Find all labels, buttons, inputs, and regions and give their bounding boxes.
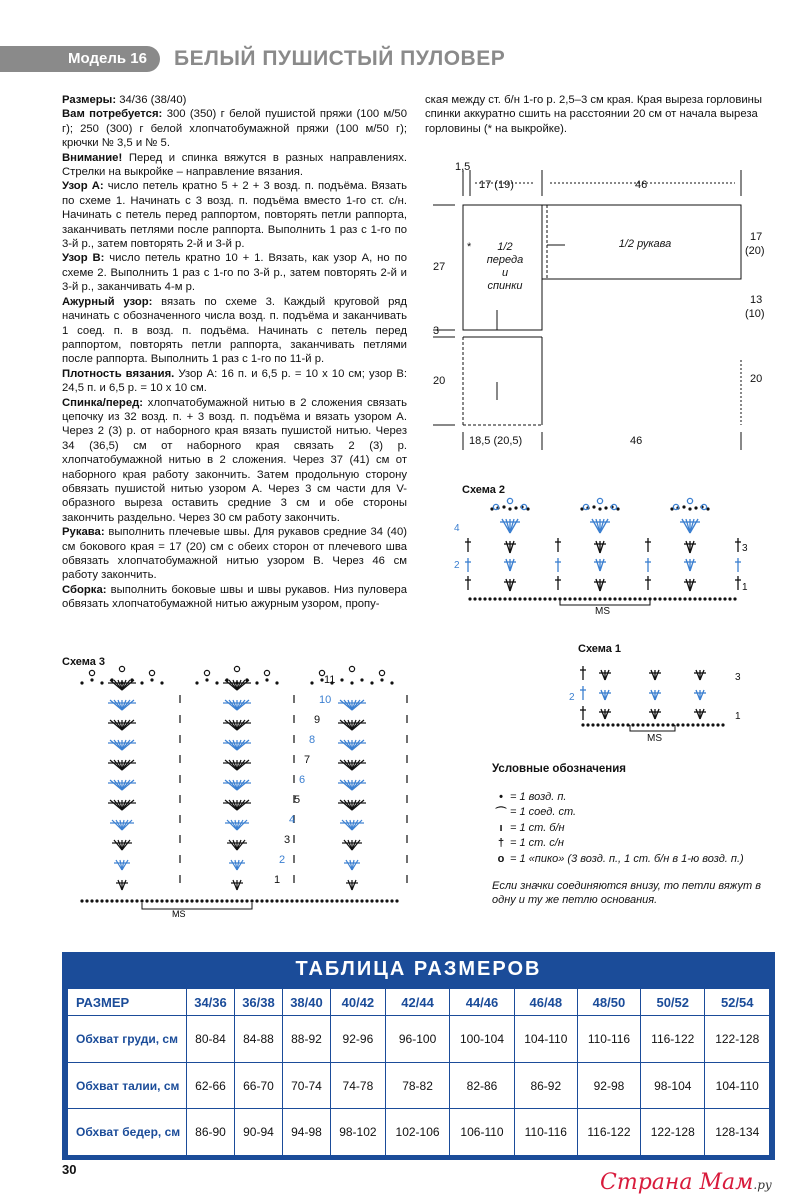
dim-top-w2: 46 [635,179,648,191]
svg-text:3: 3 [735,672,741,683]
size-cell: 74-78 [330,1062,385,1109]
svg-text:переда: переда [486,254,524,266]
assembly-paragraph: Сборка: выполнить боковые швы и швы рукавов. Низ пуловера обвязать хлопчатобумажной нитью ажурным узором, пропу- [62,583,407,611]
size-table-title: ТАБЛИЦА РАЗМЕРОВ [295,958,542,980]
svg-text:13: 13 [750,294,763,306]
size-cell: 80-84 [187,1016,235,1063]
size-cell: 92-96 [330,1016,385,1063]
svg-text:17: 17 [750,231,763,243]
size-cell: 86-92 [514,1062,577,1109]
legend [492,763,782,907]
schema3-title: Схема 3 [62,656,106,668]
size-cell: 116-122 [577,1109,640,1156]
size-column-header: 36/38 [234,989,282,1016]
legend-item: o = 1 «пико» (3 возд. п., 1 ст. б/н в 1-ю возд. п.) [497,852,744,865]
needs-paragraph: Вам потребуется: 300 (350) г белой пушистой пряжи (100 м/50 г); 250 (300) г белой хлопчатобумажной пряжи (100 м/50 г); крючки № 3,5 и № 5. [62,108,407,150]
page-number: 30 [62,1162,77,1177]
size-cell: 104-110 [514,1016,577,1063]
size-cell: 78-82 [385,1062,449,1109]
schema3-chart [62,665,482,925]
size-cell: 122-128 [705,1016,770,1063]
svg-text:3: 3 [742,543,748,554]
size-grid [67,988,770,1156]
size-cell: 102-106 [385,1109,449,1156]
model-label: Модель 16 [60,46,160,72]
svg-text:спинки: спинки [487,280,523,292]
size-cell: 110-116 [514,1109,577,1156]
sizes-paragraph: Размеры: 34/36 (38/40) [62,94,187,106]
svg-text:и: и [501,267,509,279]
size-column-header: 44/46 [450,989,514,1016]
svg-text:4: 4 [454,523,460,534]
svg-text:2: 2 [569,692,575,703]
svg-text:18,5 (20,5): 18,5 (20,5) [469,435,523,447]
size-column-header: 34/36 [187,989,235,1016]
legend-item: ⌒ = 1 соед. ст. [495,806,577,820]
pattern-a-paragraph: Узор А: число петель кратно 5 + 2 + 3 возд. п. подъёма. Вязать по схеме 1. Начинать с 3 возд. п. подъёма вместо 1-го ст. с/н. Начинать с петель перед раппортом, повторять петли раппорта, заканчивать петлями после раппорта. Выполнить 1 раз с 1-го по 3-й р., затем повторять 2-й и 3-й р. [62,180,407,251]
continued-text: ская между ст. б/н 1-го р. 2,5–3 см края. Края выреза горловины спинки аккуратно сшить на расстоянии 20 см от начала выреза горловины (* на выкройке). [425,94,762,135]
dim-top-w1: 17 (19) [479,179,514,191]
svg-text:MS: MS [595,606,610,617]
svg-text:2: 2 [454,560,460,571]
size-row-label: Обхват талии, см [68,1062,187,1109]
dim-left-h1: 27 [433,261,446,273]
size-column-header: 42/44 [385,989,449,1016]
size-column-header: 40/42 [330,989,385,1016]
schema3-row-number: 1 [274,874,281,886]
svg-text:1: 1 [735,711,741,722]
svg-text:1: 1 [742,582,748,593]
size-cell: 82-86 [450,1062,514,1109]
size-cell: 94-98 [282,1109,330,1156]
size-cell: 66-70 [234,1062,282,1109]
schema2-title: Схема 2 [462,484,506,496]
back-front-paragraph: Спинка/перед: хлопчатобумажной нитью в 2 сложения связать цепочку из 32 возд. п. + 3 возд. п. подъёма и вязать узором А. Через 2 (3) р. от наборного края вязать пушистой нитью. Через 34 (36,5) см от наборного края связать 2 (3) р. хлопчатобумажной нитью в 2 сложения. Через 37 (41) см от наборного края работу закончить. Затем продольную сторону обвязать пушистой нитью узором А. Через 3 см части для V-образного выреза оставить средние 3 см и обе стороны закончить раздельно. Через 30 см работу закончить. [62,396,407,524]
size-cell: 98-102 [330,1109,385,1156]
size-cell: 84-88 [234,1016,282,1063]
svg-text:(10): (10) [745,308,765,320]
page-title: БЕЛЫЙ ПУШИСТЫЙ ПУЛОВЕР [174,47,506,70]
svg-text:46: 46 [630,435,643,447]
size-column-header: 46/48 [514,989,577,1016]
size-column-header: 38/40 [282,989,330,1016]
size-row-label: Обхват бедер, см [68,1109,187,1156]
size-row-label: Обхват груди, см [68,1016,187,1063]
neck-star: * [467,241,472,253]
watermark: Страна Мам.ру [600,1170,772,1195]
size-cell: 100-104 [450,1016,514,1063]
svg-text:MS: MS [172,909,186,919]
size-cell: 122-128 [641,1109,705,1156]
lace-paragraph: Ажурный узор: вязать по схеме 3. Каждый круговой ряд начинать с обозначенного числа возд. п. подъёма и заканчивать 1 соед. п. в возд. п. подъёма. Начинать с петель перед раппортом, повторять петли раппорта, заканчивать петлями после раппорта. Выполнить 1 раз с 1-го по 11-й р. [62,295,407,366]
size-header-label: РАЗМЕР [68,989,187,1016]
schema3-row-number: 8 [309,734,316,746]
schema3-row-number: 5 [294,794,301,806]
schema1-title: Схема 1 [578,643,622,655]
attention-paragraph: Внимание! Перед и спинка вяжутся в разных направлениях. Стрелки на выкройке – направление вязания. [62,151,407,179]
size-column-header: 52/54 [705,989,770,1016]
size-cell: 98-104 [641,1062,705,1109]
size-table [62,952,775,1160]
legend-item: ı = 1 ст. б/н [499,821,565,834]
pattern-b-paragraph: Узор В: число петель кратно 10 + 1. Вязать, как узор А, но по схеме 2. Выполнить 1 раз с 1-го по 3-й р., затем повторять 2-й и 3-й р., заканчивать 4-м р. [62,252,407,294]
dim-top-left: 1,5 [455,161,471,173]
size-cell: 128-134 [705,1109,770,1156]
legend-item: • = 1 возд. п. [499,790,567,803]
schema3-row-number: 7 [304,754,311,766]
svg-text:1/2: 1/2 [497,241,513,253]
size-cell: 86-90 [187,1109,235,1156]
schema1-chart [565,655,755,745]
legend-note: Если значки соединяются внизу, то петли вяжут в одну и ту же петлю основания. [492,879,761,906]
instructions-column [62,93,407,612]
schema2-chart [450,495,760,620]
schema3-row-number: 10 [319,694,332,706]
size-column-header: 50/52 [641,989,705,1016]
schema3-row-number: 3 [284,834,291,846]
legend-item: † = 1 ст. с/н [497,837,564,850]
size-cell: 106-110 [450,1109,514,1156]
dim-left-h3: 20 [433,375,446,387]
size-column-header: 48/50 [577,989,640,1016]
size-cell: 70-74 [282,1062,330,1109]
sleeve-label: 1/2 рукава [618,238,672,250]
dim-left-h2: 3 [433,325,440,337]
size-row [68,1062,770,1109]
size-cell: 62-66 [187,1062,235,1109]
schema3-row-number: 9 [314,714,321,726]
legend-title: Условные обозначения [492,763,627,775]
schema3-row-number: 11 [324,674,336,686]
schema3-row-number: 4 [289,814,296,826]
size-row [68,1109,770,1156]
sleeves-paragraph: Рукава: выполнить плечевые швы. Для рукавов средние 34 (40) см бокового края = 17 (20) см с обеих сторон от плечевого шва обвязать хлопчатобумажной нитью узором В. Через 46 см работу закончить. [62,526,407,582]
svg-text:(20): (20) [745,245,765,257]
garment-schematic [425,160,775,460]
size-cell: 110-116 [577,1016,640,1063]
size-row [68,1016,770,1063]
header-bar [0,46,60,72]
density-paragraph: Плотность вязания. Узор А: 16 п. и 6,5 р. = 10 х 10 см; узор В: 24,5 п. и 6,5 р. = 10 х 10 см. [62,367,407,395]
size-cell: 96-100 [385,1016,449,1063]
size-cell: 92-98 [577,1062,640,1109]
size-cell: 88-92 [282,1016,330,1063]
svg-text:20: 20 [750,373,763,385]
size-cell: 90-94 [234,1109,282,1156]
size-cell: 104-110 [705,1062,770,1109]
schema3-row-number: 2 [279,854,286,866]
size-cell: 116-122 [641,1016,705,1063]
schema3-row-number: 6 [299,774,306,786]
svg-text:MS: MS [647,733,662,744]
